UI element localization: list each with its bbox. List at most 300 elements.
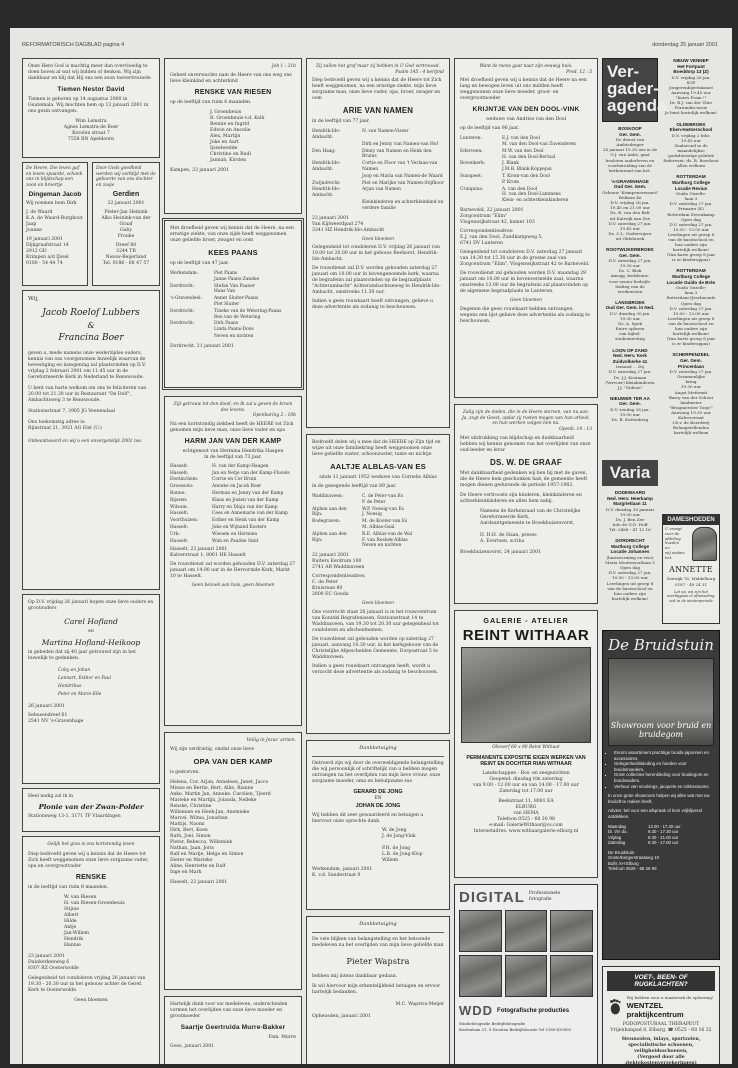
notice-date: Dordrecht, 21 januari 2001: [170, 343, 234, 349]
family-members: Tineke van de Wetering-Paans Ben van de Wetering: [214, 308, 282, 320]
agenda-item: [602, 538, 658, 601]
death-notice-opa-van-der-kamp: [164, 732, 302, 990]
family-place: Hasselt:: [170, 463, 189, 469]
advert-dameshoeden: [662, 514, 720, 624]
family-row: [170, 484, 296, 490]
bruidstuin-address: De Bruidstuin Oosterbergerstraatweg 10 Bolls XH Elburg Telefoon 0525 - 68 26 99: [608, 849, 660, 872]
signature-name: M.C. Wapstra-Meijer: [395, 1001, 444, 1007]
notice-date: Opheusden, januari 2001: [312, 1013, 371, 1019]
wedding-announcement-lubbers: [22, 290, 160, 590]
family-members: W.P. Noesig-van Es J. Noesig: [362, 506, 404, 518]
family-members: Joke en Wijnand Kosters: [212, 524, 267, 530]
bruidstuin-hours-day: Vrijdag: [608, 834, 622, 840]
bruidstuin-hours-time: 9.30 - 21.00 uur: [648, 834, 679, 840]
deceased-info: echtgenoot van Hermina Hendrika Haagen in de leeftijd van 73 jaar.: [182, 448, 284, 460]
notice-sub: is gestorven.: [170, 769, 200, 775]
grandchildren-names: Helena, Cor, Arjan, Anneleen, Janet, Jacco Minne en Bertie, Bert, Allie, Rianne Anke, Martin Jan, Anneke, Carolien, Tjeerd Marieke en Martijn, Jolanda, Nelleke Renske, Christine Willemien en Henk-Jan, Anemieke Marcel, Wilma, Jonathan Mattijs, Naomi Dirk, Bert, Koen Ruth, Joel, Simon Pieter, Rebecca, Willemiek Nathan, Jaan, Joris Ralf en Marije, Helga en Simon Dieter en Marieke Aline, Henriette en Ralf Inge en Mark: [170, 779, 271, 875]
agenda-item-text: De dienst van Ambtsdrager 24 januari 19.30 uur in de G.J. van Aalst, gaat besloten ouderleven en voorbereiding van de kerkenraad van het.: [602, 137, 658, 173]
thanks-notice-de-jong: [306, 740, 450, 910]
agenda-items: [602, 126, 658, 428]
deceased-info: weduwe van Andries van den Dool: [485, 117, 567, 123]
bruidstuin-hours-day: Maandag: [608, 823, 626, 829]
family-place: Hendrik-Ido-Ambacht:: [312, 129, 341, 140]
page-header-left: REFORMATORISCH DAGBLAD pagina 4: [22, 42, 125, 48]
digital-wdd-logo: WDD: [459, 1003, 494, 1018]
digital-logo: DIGITAL: [459, 889, 525, 906]
wentzel-text: [627, 995, 715, 1019]
family-place: Urk:: [170, 531, 180, 537]
family-row: [460, 161, 592, 173]
notice-date: Hasselt, 23 januari 2001: [170, 879, 228, 885]
foot-icon: [607, 998, 624, 1016]
advert-digital-fotografie: [454, 884, 598, 1064]
family-row: [170, 477, 296, 483]
family-list: [312, 129, 444, 211]
family-row: [460, 187, 592, 204]
thanks-title: Dankbetuiging: [359, 745, 397, 751]
agenda-item: [662, 174, 720, 262]
thanks-notice-murre-bakker: [164, 996, 302, 1064]
family-members: Wim en Pauline Smit: [212, 538, 259, 544]
family-members: Klaas en Jozien van der Kamp: [212, 497, 279, 503]
family-row: [312, 187, 444, 199]
notice-text: Heel nodig zal ik in: [28, 794, 74, 799]
newspaper-page: [10, 28, 732, 1064]
notice-text-2: Wij hebben dit zeer gewaardeerd en betuigen u hiervoor onze oprechte dank.: [312, 812, 424, 824]
family-place: Hasselt:: [170, 470, 189, 476]
agenda-item-title: OLDEBROEK Eben-Haëzerschool: [669, 121, 713, 133]
announcement-footer: Onbeantwoord en wij u een onvergetelijk 2001 toe.: [28, 439, 143, 444]
agenda-item: [662, 352, 720, 435]
family-list: [170, 271, 296, 340]
family-place: Alphen aan den Rijn:: [312, 506, 347, 518]
bruidstuin-subtitle: Showroom voor bruid en bruidegom: [610, 721, 712, 739]
death-notice-renske-van-riesen: [164, 58, 302, 214]
sample-photo: [550, 955, 593, 997]
family-place: Alphen aan den Rijn:: [312, 531, 347, 543]
notice-date: 23 januari 2001 Duinkerkenweg 6 8307 RZ Oosterwolde: [28, 953, 79, 971]
divider: [312, 756, 444, 757]
agenda-item-text: (basisvorming en vwo) Maria Montessorilaan 5 Open dag D.V. zaterdag 27 jan. 10.00 - 13.00 uur Leerlingen uit groep 8 van de basisschool en hun ouders zijn hartelijk welkom!: [605, 555, 655, 601]
sample-photo: [505, 910, 548, 952]
dames-header: DAMESHOEDEN: [663, 515, 719, 525]
notice-text-3: De Heere vertrooste zijn kinderen, kleinkinderen en achterkleinkinderen en allen hem nabij.: [460, 493, 582, 505]
bruidstuin-hours-day: Di. t/m do.: [608, 829, 628, 835]
notice-text: Diep bedroefd geven wij u kennis dat de Heere tot Zich heeft weggenomen, na een ernstige ziekte, mijn lieve zorgzame man, onze lieve vader, opa, broer, zwager en oom: [312, 78, 442, 102]
bible-verse: Zalig zijn de doden, die in de Heere sterven, van nu aan. Ja, zegt de Geest, opdat zij rusten mogen van hun arbeid, en hun werken volgen hen na.: [461, 410, 591, 427]
deceased-name: DS. W. DE GRAAF: [490, 458, 562, 468]
agenda-title-3: agenda: [607, 96, 667, 115]
family-members: Kleinkinderen en achterkleinkind en verdere familie: [362, 199, 444, 211]
family-name: Fam. Murre: [268, 1035, 296, 1040]
family-place: Bunne:: [170, 490, 186, 496]
agenda-item: [602, 490, 658, 532]
digital-subtitle: Professionele fotografie: [528, 891, 561, 902]
agenda-item: [602, 126, 658, 173]
deceased-name: OPA VAN DER KAMP: [193, 756, 273, 766]
family-members: E.J. van den Dool M. van den Dool-van Zuvenderen: [502, 136, 576, 147]
family-place: Hendrik-Ido-Ambacht:: [312, 161, 341, 172]
agenda-title-2: gader-: [607, 79, 659, 98]
family-row: [312, 181, 444, 187]
deceased-age: in de leeftijd van ruim 8 maanden.: [28, 884, 109, 890]
bruidstuin-hours-time: 13.00 - 17.30 uur: [648, 823, 681, 829]
family-row: [170, 505, 296, 511]
family-members: H. van der Kamp-Haagen: [212, 463, 269, 469]
family-row: [170, 464, 296, 470]
notice-text: Wij zijn verdrietig, omdat onze lieve: [170, 746, 255, 752]
announcement-text-2: Tiemen is geboren op 14 augustus 2000 in Guatemala. Wij mochten hem op 13 januari 2001 in ons gezin ontvangen.: [28, 97, 149, 114]
notice-address: Stationsweg 13-1, 3171 TF Vlaardingen: [28, 814, 121, 819]
dames-note: Let op, wij zijn het voorbijgaan in afwisseling, ook in de winterperiode: [666, 590, 716, 603]
bruidstuin-feature: ▪ Gelegenheidskleding en hoeden voor bruidsmoeders.: [614, 761, 714, 772]
agenda-item-text: D.V. vrijdag 26 jan. SGP Jongerenbijeenkomst Aanvang 19.45 uur "Koers Fram !" Dr. B.J. van der Vlier Forumdiscussie Je bent hartelijk welkom!: [664, 74, 718, 116]
agenda-item-text: Iemand ... Dij D.V. zaterdag 27 jan. Ds. J.J. Kooiman (Vervoer) kleinkinderen J.J. "Gideon": [605, 364, 655, 390]
varia-header: Varia: [602, 460, 658, 486]
notice-text-3: De rouwdienst zal gehouden worden D.V. maandag 29 januari om 10.00 uur in bovenvermelde zaal, waarna omstreeks 13.00 uur de begrafenis zal plaatsvinden op de algemene begraafplaats te Lunteren.: [460, 270, 589, 294]
family-place: Doetinchem:: [170, 477, 199, 483]
agenda-item-text: Guido Gezelle- laan 3 Rotterdam-IJsselmonde Open dag D.V. zaterdag 27 jan. 10.00 - 13.00 uur Leerlingen uit groep 8 van de basisschool en hun ouders zijn hartelijk welkom! (Van harte groep 8 jaar is er kinderoppas): [666, 285, 716, 347]
family-place: Hasselt:: [170, 511, 189, 517]
announcement-text: De Heere, Die leven gaf en leven spaarde, schonk ons in blijdschap een zoon en broertje: [26, 166, 83, 188]
family-place: Ederveen:: [460, 148, 483, 154]
announcement-date: 22 januari 2001: [107, 201, 145, 207]
deceased-info: sinds 11 januari 1952 weduwe van Cornelis Alblas: [319, 475, 437, 480]
family-row: [312, 174, 444, 180]
notice-text-3: De rouwdienst zal D.V. worden gehouden zaterdag 27 januari om 10.00 uur in bovengenoemde kerk, waarna de begrafenis zal plaatsvinden op de begraafplaats "Achterambacht" Achterambachtseweg te Hendrik-Ido-Ambacht, omstreeks 11.30 uur.: [312, 266, 441, 296]
family-place: Wilsum:: [170, 504, 188, 510]
agenda-item-text: D.V. zaterdag 27 jan. Gezamenlijke kring 19.30 uur Angst Mettemit Barry van der Schoot landmeter "Brugmeester Tony!" Aanvang 19.30 uur Kalverstraat t.b.v. de Boerderij Belangstellenden hartelijk welkom: [668, 369, 714, 436]
agenda-item-title: ROTTERDAM Wartburg College Locatie Guido de Brès: [666, 268, 716, 285]
notice-text-2: Gelegenheid tot condoleren D.V. vrijdag 26 januari van 19.00 tot 20.00 uur in het gebouw Reehorst, Hendrik-Ido-Ambacht.: [312, 245, 440, 263]
bruidstuin-text: In onze grote showroom helpen wij alles wat met uw bruiloft te maken heeft.: [608, 793, 710, 804]
notice-date: 22 januari 2001 Ruiters Eerdrum 100 2741 AR Waddinxveen: [312, 553, 365, 571]
agenda-item-title: NIEUWER TER AA Ger. Gem.: [610, 395, 650, 407]
family-members: Joop en Maria van Namen-de Waard: [362, 173, 443, 179]
bruidstuin-hours-time: 9.30 - 17.00 uur: [648, 840, 679, 846]
bible-reference: Pred. 12 : 5: [566, 69, 592, 75]
bible-reference: Openbaring 2 : 10b: [252, 413, 296, 419]
sample-photo: [459, 955, 502, 997]
family-row: [170, 525, 296, 531]
agenda-header: [602, 58, 667, 122]
family-row: [170, 334, 296, 340]
family-row: [170, 296, 296, 308]
wentzel-subtitle: Wij hebben voor u maatwerk de oplossing!: [626, 995, 714, 1000]
notice-text-2: Ons voorrecht staat 26 januari is in het rouwcentrum van Koninkl Begrafenissen, Stationsstraat 14 te Waddinxveen, van 19.30 tot 20.30 uur gelegenheid tot condoleren en afscheidnemen.: [312, 609, 439, 633]
family-row: [170, 321, 296, 333]
announcement-text-2: in gebeden dat zij 40 jaar getrouwd zijn in het huwelijk te gedenken.: [28, 650, 136, 661]
advert-de-bruidstuin: [602, 630, 720, 960]
family-place: Bodegraven:: [312, 519, 341, 525]
notice-text: Diep bedroefd geven wij u kennis dat de Heere tot Zich heeft weggenomen onze lieve zorgzame vader, opa en overgrootvader: [28, 851, 149, 869]
agenda-item-title: LOON OP ZAND Ned. Herv. Kerk Zuidvolkerke 41: [612, 347, 648, 364]
deceased-name: AALTJE ALBLAS-VAN ES: [330, 462, 426, 471]
notice-text-2: De rouwdienst zal worden gehouden D.V. zaterdag 27 januari om 14.00 uur in de Hervormde Kerk, Markt 10 te Hasselt.: [170, 562, 296, 580]
family-members: Arjan van Namen: [362, 187, 401, 193]
bruidstuin-appointment: Advies: bel voor een afspraak of kom vrijblijvend ontdekken.: [608, 808, 702, 819]
family-members: Jan en Netje van der Kamp-Fluvels: [212, 470, 290, 476]
family-row: [170, 518, 296, 524]
death-notice-renske: [22, 836, 160, 1064]
family-row: [170, 491, 296, 497]
agenda-item: [662, 58, 720, 116]
death-notice-kees-paans: [164, 220, 302, 388]
future-address: Ons toekomstig adres is: Rijnstraat 21, 3921 AG Elst (U.): [28, 420, 102, 431]
notice-text: Met droefheid geven wij kennis dat de Heere, na een ernstige ziekte, van onze zijde heeft weggenomen onze geliefde broer, zwager en oom: [170, 226, 294, 243]
agenda-item-title: SCHERPENZEEL Ger. Gem. Princenlaan: [672, 352, 710, 369]
notice-date: Broekhuizenvorst, 24 januari 2001: [460, 550, 541, 556]
family-names: J. Groenheuis R. Groenheuis-v.d. Kolk Bennie en Ingrid Edwin en Ancelie Alex, Martijn Joke en Aart Ijsselwedde Christine en Rudi Jannah, Kirsten: [210, 109, 265, 163]
notice-footer: Geen bezoek aan huis, geen bloemen: [191, 583, 275, 589]
family-row: [312, 532, 444, 549]
family-members: Annet Sluiter-Paans Piet Sluiter: [214, 296, 259, 307]
sample-photo: [550, 910, 593, 952]
agenda-item-title: ROTTERDAM Wartburg College Locatie Revius: [671, 174, 711, 191]
family-place: [312, 142, 358, 148]
agenda-item-text: D.V. dinsdag 30 januari 19.00 uur Ds. J. Ben Zee Info de G.D. Hoff Tel. 0488 - 41 12 16: [605, 506, 655, 533]
gallery-address: Beekstraat 11, 8081 EA ELBURG van HEMA Telefoon 0525 - 68 26 98 e-mail: GalerieWithaar@cs.com Internetadres: www.withaargalerie-elburg.nl: [473, 799, 579, 835]
bruidstuin-feature: ▪ Grote collecties herenkleding voor bruidegom en bruidsvaders.: [614, 772, 714, 783]
announcement-text: Door Gods goedheid werden wij verblijd met de geboorte van ons dochter en zusje: [96, 166, 156, 188]
bruidstuin-hours-time: 9.30 - 17.30 uur: [648, 829, 679, 835]
death-notice-arie-van-namen: [306, 58, 450, 428]
bride-name: Francina Boer: [58, 333, 124, 343]
varia-section: [602, 460, 658, 607]
family-place: Voorthuizen:: [170, 518, 199, 524]
bible-verse: Zij zullen het graf maar zij hebben in U God vertrouwd.: [316, 64, 440, 69]
birth-announcement-gerdien: [92, 162, 160, 286]
wentzel-headline: VOET-, BEEN- OF RUGKLACHTEN?: [607, 971, 715, 991]
notice-text: Hartelijk dank voor uw medeleven, onderscheiden vormen het overlijden van onze lieve moeder en grootmoeder: [170, 1002, 288, 1019]
family-members: Stefan Van Paaner Hans Van: [214, 283, 255, 295]
wentzel-address: Vrijenbanpad 8, Elburg, ☎ 0525 - 68 16 32: [610, 1028, 712, 1033]
notice-text: Geheel onverwachts nam de Heere van ons weg ons lieve kleinkind en achterkind: [170, 72, 292, 84]
birth-announcements-pair: [22, 162, 160, 286]
family-place: Sunspeet:: [460, 173, 483, 179]
family-row: [170, 271, 296, 283]
thanks-notice-wapstra: [306, 916, 450, 1064]
deceased-name: HARM JAN VAN DER KAMP: [184, 437, 282, 445]
announcement-name: Dingeman Jacob: [28, 191, 82, 199]
announcement-address: Stationsstraat 7, 3905 JG Veenendaal: [28, 409, 116, 414]
deceased-name: ARIE VAN NAMEN: [342, 106, 414, 116]
page-header-date: donderdag 25 januari 2001: [652, 42, 718, 48]
notice-text-2: Gelegenheid tot condoleren vrijdag 26 januari van 19.30 - 20.30 uur in het gebouw achter de Geref. Kerk te Oosterwolde.: [28, 975, 146, 993]
family-row: [312, 507, 444, 519]
bible-verse: Gelijk het gras is ons kortstondig leven: [47, 842, 135, 847]
announcement-parents: J. de Waard K.A. de Waard-Burghout Jaap Joanne: [26, 210, 83, 234]
sample-photo: [505, 955, 548, 997]
deceased-age: in de gezegende leeftijd van 89 jaar.: [312, 484, 397, 489]
family-place: Groessolo:: [170, 484, 194, 490]
notice-text-2: Met dankbaarheid gedenken wij hen bij met de gaven, die de Heere hem geschonken had, de gemeente heeft mogen dienen gedurende de periode 1957-1982.: [460, 471, 588, 489]
notice-text: De vele blijken van belangstelling en het betoonde medeleven na het overlijden van mijn lieve geliefde man: [312, 936, 444, 948]
death-notice-krijntje-van-den-dool: [454, 58, 598, 398]
notice-footer: Geen bloemen: [74, 997, 108, 1003]
page-header: [22, 42, 718, 52]
notice-text: Met droefheid geven wij u kennis dat de Heere na een lang en bewogen leven uit ons midden heeft weggenomen onze lieve moeder, groot- en overgrootmoeder: [460, 78, 587, 102]
agenda-item-text: Gebouw 'Krimpenerwaard' Weikom 46 D.V. vrijdag 26 jan. 19.45 en 21.00 uur Ds. B. van den Belt uit Katwijk aan Zee D.V. zaterdag 27 jan. 19.45 uur Ds. C.L. Onderwijzer uit Oldebroek: [602, 190, 658, 241]
agenda-item-text: D.V. dinsdag 30 jan. 19.30 uur Ds. A. Spek Entre opleren van bijbel- studiemeeting: [609, 311, 651, 342]
notice-date: 23 januari 2001 Van Kijlweerdpad 274 3341 HZ Hendrik-Ido-Ambacht: [312, 215, 385, 233]
family-members: M. de Kooter-van Es M. Alblas-Gaal: [362, 519, 408, 530]
family-members: Esther en Henk van der Kamp: [212, 518, 280, 524]
deceased-age: op de leeftijd van ruim 6 maanden.: [170, 99, 252, 105]
notice-text-3: De rouwdienst zal gehouden worden op zaterdag 27 januari, aanvang 10.30 uur, in het kerkgebouw van de Christelijke Afgescheiden Gemeente, Dorpsstraat 5 te Waddinxveen.: [312, 636, 439, 660]
family-members: Piet Paans Janne Paans-Zandee: [214, 271, 260, 282]
family-list: [312, 494, 444, 549]
no-flowers: Geen bloemen: [510, 297, 542, 303]
family-members: Harry en Dinja van der Kamp: [212, 504, 278, 510]
wentzel-name: WENTZEL praktijkcentrum: [626, 1001, 684, 1019]
agenda-item-text: D.V. zondag 28 jan. 19.00 uur Ds. B. Kattenberg: [610, 407, 650, 423]
family-members: M.W. van den Dool H. van den Dool-Bertsal: [502, 148, 556, 160]
family-members: Cortie en Floor van 't Verlaan-van Namen: [362, 161, 438, 172]
agenda-left: [602, 58, 667, 458]
family-row: [312, 142, 444, 148]
family-row: [170, 539, 296, 545]
bruidstuin-hours-day: Zaterdag: [608, 840, 626, 846]
painting-caption: Olieverf 60 x 90 Reint Withaar: [491, 745, 561, 750]
digital-tagline: Fotografische producties: [497, 1007, 570, 1014]
family-members: N. van Namen-Visser: [362, 129, 409, 135]
family-place: Dordrecht:: [170, 308, 195, 314]
family-row: [170, 309, 296, 321]
agenda-item: [602, 247, 658, 294]
wentzel-services: Steunzolen, inlays, sportzolen, specialistische schoenen, veiligheidsschoenen, (Vergoed door alle ziektekostenverzekeringen): [621, 1037, 701, 1064]
family-members: Herman en Jenny van der Kamp: [212, 490, 284, 496]
bible-reference: Openb. 14 : 13: [559, 426, 592, 432]
agenda-item-title: DODEWAARD Ned. Herv. Heerkamp Margrietlaan 11: [607, 490, 653, 507]
bruidstuin-feature: ▪ Enorm assortiment prachtige bruids-japonnen en accessoires.: [614, 750, 714, 761]
family-place: Rijssen:: [170, 497, 188, 503]
gallery-name: REINT WITHAAR: [462, 627, 590, 644]
notice-text-2: Gelegenheid tot condoleren D.V. zaterdag 27 januari van 14.30 tot 15.30 uur in de groene zaal van Zorgcentrum "Elim", Vlogenwijkstraat 42 te Barneveld.: [460, 249, 590, 267]
notice-date: Barneveld, 22 januari 2001 Zorgcentrum "Elim" Vlogenwijkstraat 42, kamer 103: [460, 207, 535, 225]
family-members: J. Blank J.M.B. Blank-Koppejan: [502, 161, 552, 173]
announcement-address: Sebusendreef 61 2541 NV 's-Gravenhage: [28, 713, 84, 724]
varia-items: [602, 490, 658, 601]
bible-verse: Zijt getrouw tot den dood, en Ik zal u geven de kroon des levens.: [173, 402, 293, 413]
family-members: Cees en Annemarie van der Kamp: [212, 511, 288, 517]
announcement-address: 19 januari 2001 Dijkgraafstraat 14 2912 GD Krimpen a/d IJssel 0180 - 54 44 74: [26, 237, 69, 267]
agenda-item: [602, 348, 658, 390]
deceased-age: op de leeftijd van 47 jaar.: [170, 261, 230, 266]
family-place: Lunteren:: [460, 136, 482, 142]
family-names: W. van Riesen H. van Riesen-Groenheuis Stijnie Albert Hilde Antje Jan-Willem Hendrik Hannie: [64, 894, 125, 948]
agenda-right: [662, 58, 720, 441]
painting-image: [461, 647, 591, 743]
husband-name: Carel Hofland: [64, 617, 118, 626]
agenda-item-title: DORDRECHT Wartburg College Locatie Johannes: [610, 538, 650, 555]
family-members: Dirk Paans Linda Paans-Dons: [214, 321, 254, 333]
family-members: Corrie en Cor Bruin: [212, 477, 257, 483]
opening-hours: Landschappen - Bos- en zeegezichten Geopend: dinsdag t/m zaterdag van 9.00 - 12.00 uur en van 14.00 - 17.00 uur Zaterdag tot 17.00 uur: [473, 771, 579, 795]
dames-body: [663, 525, 719, 563]
deceased-name: KRIJNTJE VAN DEN DOOL-VINK: [472, 106, 580, 114]
agenda-item-text: D.V. zaterdag 27 jan. 19.30 uur Ds. C. Blok Amsgg, kerkbouw- voor senior bedrijfs- leiding van de erediensten: [608, 258, 652, 294]
notice-text: Bedroefd delen wij u mee dat de HEERE op Zijn tijd en wijze uit onze familiekring heeft weggenomen onze lieve geliefde zuster, schoonzuster, tante en nichtje: [312, 440, 441, 457]
family-row: [170, 284, 296, 296]
family-row: [312, 129, 444, 141]
family-row: [170, 471, 296, 477]
groom-name: Jacob Roelof Lubbers: [42, 308, 140, 318]
announcement-sub: Wij noemen hem Dirk: [26, 201, 77, 207]
family-members: C. de Peter-van Es P. de Peter: [362, 494, 403, 505]
family-place: Hasselt:: [170, 538, 189, 544]
correspondence-address: Correspondentieadres: C. de Peter Kruisrean 80 2800 EC Gouda: [312, 574, 366, 598]
family-row: [170, 511, 296, 517]
family-place: Hasselt:: [170, 524, 189, 530]
agenda-item: [662, 122, 720, 169]
family-members: A. van den Dool H. van den Dool-Lammens Klein- en achterkleinkinderen: [502, 186, 569, 204]
notice-date: Kampen, 23 januari 2001: [170, 167, 230, 173]
family-row: [312, 494, 444, 506]
family-place: Den Haag:: [312, 148, 336, 154]
no-flowers: Geen bloemen: [362, 236, 394, 242]
advert-galerie-reint-withaar: [454, 610, 598, 878]
bible-verse: Want de mens gaat naar zijn eeuwig huis.: [479, 64, 573, 69]
conjunction: EN: [374, 795, 382, 801]
agenda-item-title: ROOTWIJKERBROEK Ger. Gem.: [606, 246, 654, 258]
family-place: [312, 200, 358, 212]
bible-verse: Veilig in Jezus' armen.: [246, 738, 296, 743]
deceased-name: GERARD DE JONG: [353, 788, 403, 795]
family-members: Dinny van Namen en Henk den Bruins: [362, 148, 432, 160]
family-place: Dordrecht:: [170, 321, 195, 327]
family-row: [170, 532, 296, 538]
death-notice-aaltje-alblas: [306, 434, 450, 734]
church-signatories: Namens de Kerkenraad van de Christelijke Gereformeerde Kerk, Aardeantgemeente te Broekhuizenvorst, D. H.H. de Haan, preses A. Evertsen, scriba: [480, 509, 581, 545]
family-place: 's-Gravendeel:: [170, 296, 202, 302]
agenda-item-title: NIEUW VENNEP Het Fortpunt Boeddorp 13 (Z): [673, 58, 709, 75]
family-place: Dordrecht:: [170, 283, 195, 289]
death-notice-ds-de-graaf: [454, 404, 598, 604]
family-place: Bovenkerk:: [460, 161, 486, 167]
family-members: Anneke en Jacob Boer: [212, 484, 262, 490]
notice-zwan-polder: [22, 788, 160, 832]
divider: [312, 932, 444, 933]
announcement-name: Gerdien: [112, 191, 140, 199]
exhibition-title: PERMANENTE EXPOSITIE EIGEN WERKEN VAN REINT EN DOCHTER RIAN WITHAAR: [466, 754, 586, 767]
bruidstuin-hours: [608, 824, 714, 846]
announcement-head: Wij,: [28, 296, 39, 302]
agenda-item-title: LANGBROEK Oud Ger. Gem. in Ned.: [605, 299, 655, 311]
notice-text: Met uitdrukking van blijdschap en dankbaarheid hebben wij kennis genomen van het overlijden van onze oud-leeder en lerar: [460, 436, 591, 454]
family-row: [312, 200, 444, 212]
bible-reference: Psalm 145 : 4 berijmd: [395, 69, 444, 75]
notice-text: Na een kortstondig ziekbed heeft de HEERE tot Zich genomen mijn lieve man, onze lieve vader en opa: [170, 421, 294, 433]
notice-text-2: hebben mij intens dankbaar gedaan.: [312, 973, 398, 979]
agenda-item: [602, 300, 658, 342]
family-place: Cruiquius:: [460, 186, 484, 192]
notice-text-3: Ik wil hiervoor mijn erkentelijkheid betuigen en ervoor hartelijk bedanken.: [312, 983, 441, 995]
announcement-date: 26 januari 2001: [28, 704, 65, 709]
agenda-item: [602, 179, 658, 241]
family-members: Dirk en Jenny van Namen-van Hof: [362, 141, 439, 147]
notice-text: Ontroerd zijn wij door de overweldigende belangstelling die wij persoonlijk of schriftelijk van u hebben mogen ontvangen na het overlijden van mijn lieve vrouw, onze zorgzame moeder, oma en behulpzame zus: [312, 760, 444, 784]
bruidstuin-features: [608, 750, 714, 789]
dames-slogan: U vraagt voor de afdeling hoeden en wij maken het.: [665, 526, 685, 560]
deceased-age: op de leeftijd van 96 jaar.: [460, 126, 520, 132]
family-members: T. Krom-van den Dool P. Krom: [502, 173, 550, 185]
digital-footer: [459, 1003, 593, 1018]
family-list: [170, 464, 296, 545]
deceased-name: Saartje Geertruida Murre-Bakker: [180, 1024, 286, 1031]
birth-announcement-dingeman: [22, 162, 88, 286]
anniversary-announcement-hofland: [22, 594, 160, 784]
